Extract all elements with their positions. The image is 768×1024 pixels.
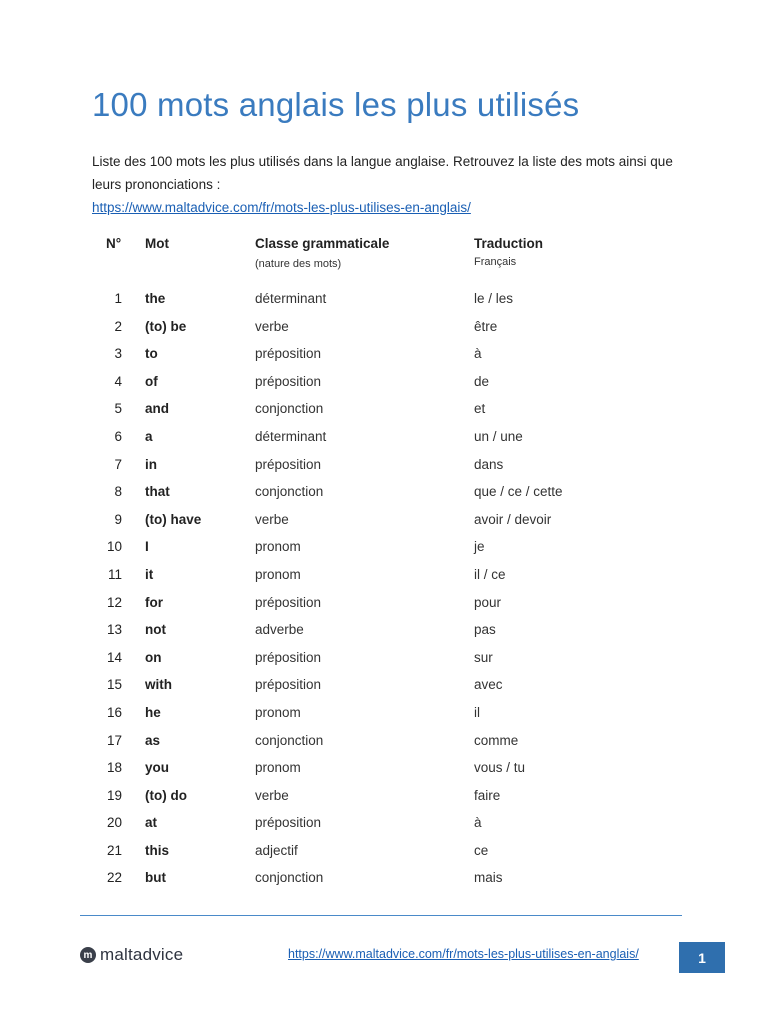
row-word: on [145, 649, 162, 665]
row-word: this [145, 842, 170, 858]
table-row [0, 755, 768, 783]
footer-divider [80, 915, 682, 916]
row-classe: préposition [255, 677, 322, 693]
table-row [0, 562, 768, 590]
row-classe: conjonction [255, 732, 324, 748]
row-classe: conjonction [255, 484, 324, 500]
footer-link[interactable]: https://www.maltadvice.com/fr/mots-les-plus-utilises-en-anglais/ [288, 947, 639, 961]
header-num: N° [106, 236, 122, 251]
row-traduction: avoir / devoir [474, 511, 552, 527]
intro-text: Liste des 100 mots les plus utilisés dans la langue anglaise. Retrouvez la liste des mots ainsi que leurs prononciations : [92, 154, 673, 192]
table-row [0, 286, 768, 314]
row-number: 11 [107, 566, 122, 582]
m-circle-icon: m [80, 947, 96, 963]
row-traduction: avec [474, 677, 503, 693]
row-number: 18 [106, 760, 122, 776]
row-traduction: faire [474, 787, 501, 803]
word-table-body [0, 286, 768, 893]
row-classe: verbe [255, 318, 289, 334]
table-row [0, 369, 768, 397]
row-classe: verbe [255, 511, 289, 527]
row-traduction: à [474, 346, 482, 362]
row-number: 7 [114, 456, 122, 472]
table-row [0, 452, 768, 480]
row-number: 14 [106, 649, 122, 665]
row-word: to [145, 346, 158, 362]
table-row [0, 424, 768, 452]
header-traduction: Traduction [474, 236, 544, 251]
row-traduction: je [474, 539, 485, 555]
row-traduction: de [474, 373, 490, 389]
row-word: in [145, 456, 157, 472]
row-word: with [145, 677, 172, 693]
row-traduction: que / ce / cette [474, 484, 563, 500]
intro-paragraph [92, 150, 692, 219]
row-number: 22 [106, 870, 122, 886]
row-word: (to) be [145, 318, 187, 334]
page-number: 1 [679, 942, 725, 973]
row-word: (to) have [145, 511, 202, 527]
row-word: but [145, 870, 166, 886]
row-classe: conjonction [255, 401, 324, 417]
row-number: 20 [106, 815, 122, 831]
header-mot: Mot [145, 236, 169, 251]
row-number: 17 [106, 732, 122, 748]
table-row [0, 810, 768, 838]
row-word: (to) do [145, 787, 187, 803]
row-classe: déterminant [255, 428, 327, 444]
row-classe: pronom [255, 704, 301, 720]
row-number: 9 [114, 511, 122, 527]
table-header [0, 236, 768, 280]
table-row [0, 865, 768, 893]
row-number: 3 [114, 346, 122, 362]
table-row [0, 672, 768, 700]
row-number: 1 [114, 291, 122, 306]
row-classe: préposition [255, 456, 322, 472]
table-row [0, 728, 768, 756]
row-word: not [145, 622, 166, 638]
row-word: a [145, 428, 153, 444]
row-number: 15 [106, 677, 122, 693]
table-row [0, 590, 768, 618]
table-row [0, 838, 768, 866]
header-traduction-sub: Français [474, 256, 517, 268]
table-row [0, 700, 768, 728]
row-classe: déterminant [255, 291, 327, 306]
table-row [0, 534, 768, 562]
row-number: 21 [106, 842, 122, 858]
row-traduction: et [474, 401, 486, 417]
row-number: 13 [106, 622, 122, 638]
page-title: 100 mots anglais les plus utilisés [92, 86, 580, 123]
row-number: 10 [106, 539, 122, 555]
row-word: of [145, 373, 158, 389]
row-traduction: mais [474, 870, 503, 886]
row-classe: pronom [255, 760, 301, 776]
row-traduction: pas [474, 622, 496, 638]
row-number: 16 [106, 704, 122, 720]
logo-text: maltadvice [100, 945, 184, 964]
row-traduction: dans [474, 456, 504, 472]
row-number: 6 [114, 428, 122, 444]
row-classe: conjonction [255, 870, 324, 886]
row-classe: préposition [255, 815, 322, 831]
row-word: that [145, 484, 170, 500]
row-word: as [145, 732, 161, 748]
row-number: 2 [114, 318, 122, 334]
row-word: I [145, 539, 149, 555]
row-traduction: être [474, 318, 498, 334]
row-traduction: sur [474, 649, 493, 665]
row-number: 8 [114, 484, 122, 500]
row-word: he [145, 704, 161, 720]
table-row [0, 617, 768, 645]
row-classe: pronom [255, 566, 301, 582]
row-traduction: à [474, 815, 482, 831]
row-classe: préposition [255, 594, 322, 610]
row-traduction: il / ce [474, 566, 506, 582]
row-word: the [145, 291, 166, 306]
row-classe: adjectif [255, 842, 298, 858]
row-classe: préposition [255, 649, 322, 665]
row-traduction: vous / tu [474, 760, 526, 776]
table-row [0, 645, 768, 673]
row-classe: verbe [255, 787, 289, 803]
table-row [0, 314, 768, 342]
row-number: 4 [114, 373, 122, 389]
row-word: at [145, 815, 158, 831]
row-word: you [145, 760, 170, 776]
table-row [0, 341, 768, 369]
row-classe: adverbe [255, 622, 304, 638]
row-number: 12 [106, 594, 122, 610]
row-traduction: comme [474, 732, 519, 748]
table-row [0, 479, 768, 507]
row-traduction: pour [474, 594, 502, 610]
row-classe: préposition [255, 346, 322, 362]
row-classe: pronom [255, 539, 301, 555]
row-traduction: il [474, 704, 480, 720]
row-classe: préposition [255, 373, 322, 389]
row-traduction: un / une [474, 428, 523, 444]
row-traduction: ce [474, 842, 489, 858]
row-traduction: le / les [474, 291, 514, 306]
table-row [0, 783, 768, 811]
table-row [0, 396, 768, 424]
table-row [0, 507, 768, 535]
maltadvice-logo [80, 945, 183, 965]
row-number: 19 [106, 787, 122, 803]
row-word: and [145, 401, 170, 417]
row-number: 5 [114, 401, 122, 417]
row-word: for [145, 594, 163, 610]
header-classe-sub: (nature des mots) [255, 258, 342, 270]
header-classe: Classe grammaticale [255, 236, 390, 251]
row-word: it [145, 566, 154, 582]
intro-link[interactable]: https://www.maltadvice.com/fr/mots-les-plus-utilises-en-anglais/ [92, 200, 471, 215]
